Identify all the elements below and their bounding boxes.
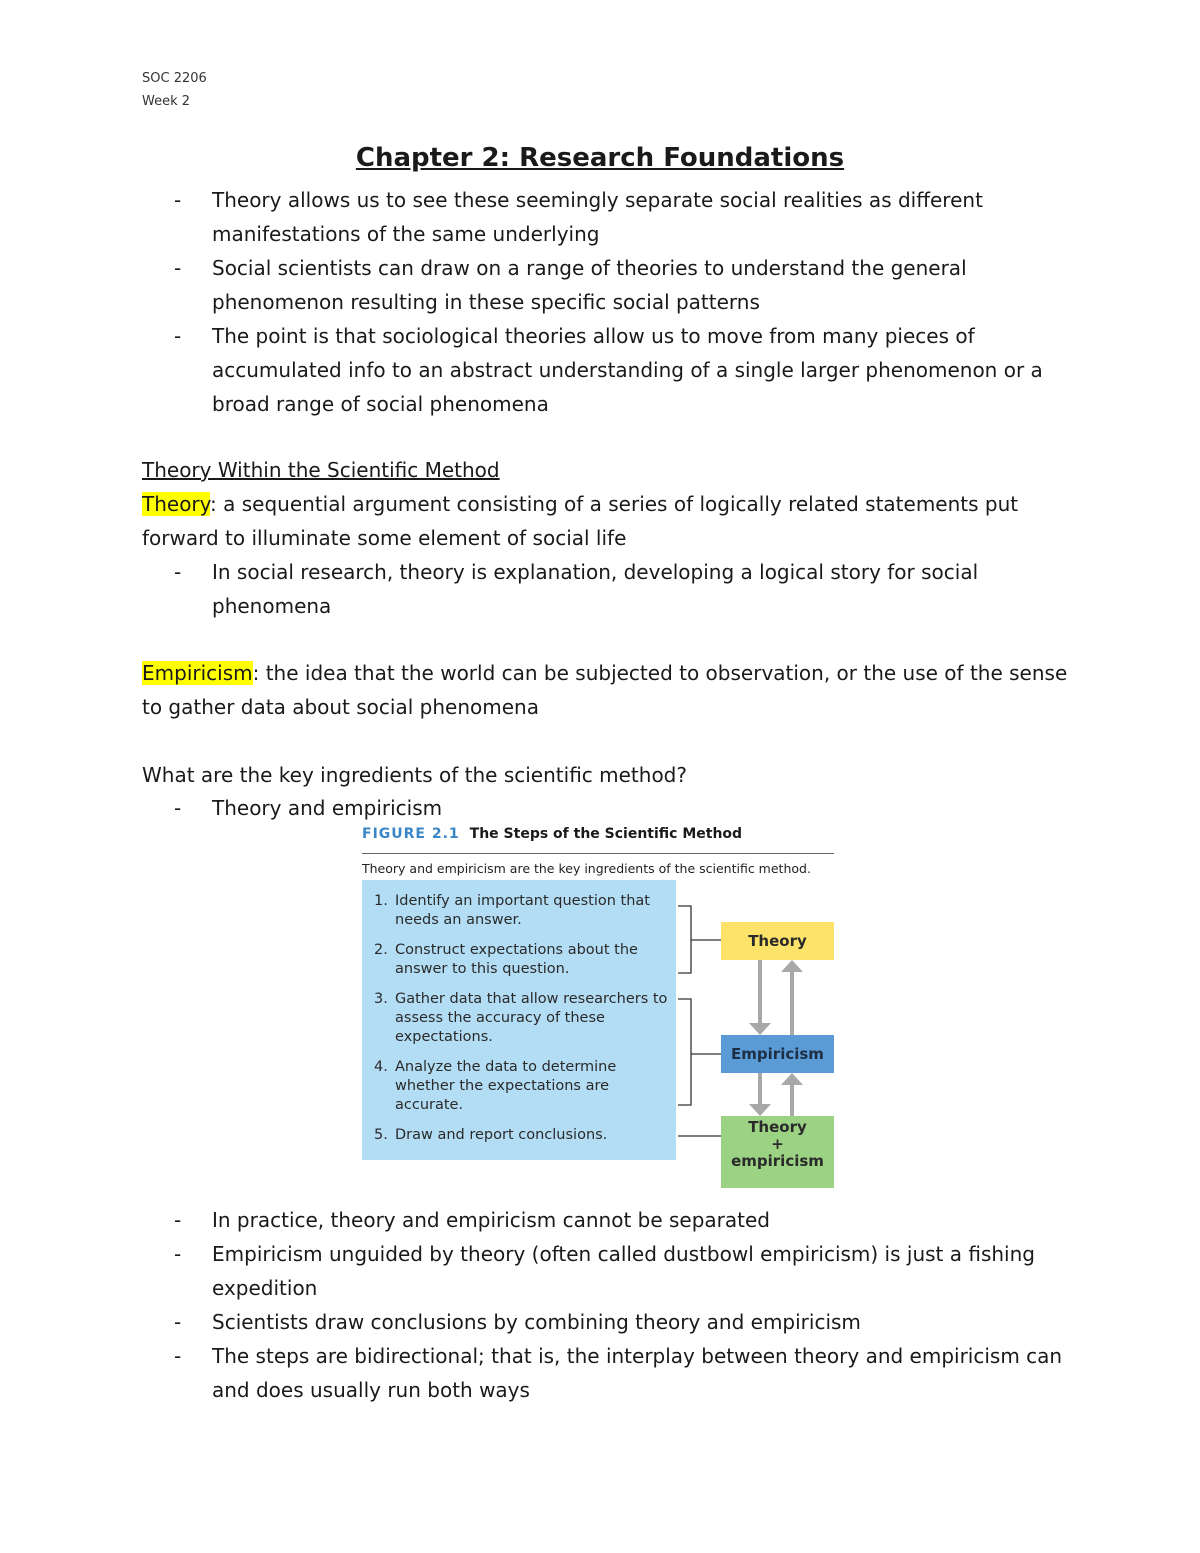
course-code: SOC 2206 — [142, 71, 207, 86]
step-text: Gather data that allow researchers to assess the accuracy of these expectations. — [395, 991, 668, 1045]
arrow-down-head — [749, 1023, 771, 1035]
bracket-theory — [678, 906, 691, 973]
bracket-empiricism — [678, 999, 691, 1105]
arrow-up-head — [781, 960, 803, 972]
step-text: Identify an important question that needs an answer. — [395, 893, 650, 928]
section-heading: Theory Within the Scientific Method — [142, 458, 500, 482]
step-number: 4. — [374, 1059, 388, 1075]
figure-caption: Theory and empiricism are the key ingredients of the scientific method. — [362, 861, 811, 876]
step-number: 3. — [374, 991, 388, 1007]
theory-definition — [142, 487, 1072, 555]
list-item: - The steps are bidirectional; that is, the interplay between theory and empiricism can and does usually run both ways — [172, 1339, 1072, 1407]
step-number: 2. — [374, 942, 388, 958]
figure-title: The Steps of the Scientific Method — [469, 826, 743, 842]
list-item: - Empiricism unguided by theory (often called dustbowl empiricism) is just a fishing expedition — [172, 1237, 1072, 1305]
step-number: 5. — [374, 1127, 388, 1143]
step-text: Analyze the data to determine whether the expectations are accurate. — [395, 1059, 617, 1113]
chapter-title: Chapter 2: Research Foundations — [355, 143, 845, 173]
empiricism-term: Empiricism — [142, 661, 253, 685]
combo-line: + — [771, 1135, 784, 1153]
list-item: - In practice, theory and empiricism cannot be separated — [172, 1203, 1072, 1237]
theory-term: Theory — [142, 492, 211, 516]
question-text: What are the key ingredients of the scientific method? — [142, 763, 687, 787]
figure-scientific-method — [362, 822, 838, 1192]
intro-bullet-list — [172, 183, 1072, 421]
theory-definition-text: : a sequential argument consisting of a series of logically related statements put forward to illuminate some element of social life — [142, 492, 1019, 550]
list-item: - In social research, theory is explanation, developing a logical story for social phenomena — [172, 555, 1072, 623]
step-text: Draw and report conclusions. — [395, 1127, 608, 1143]
theory-plus-empiricism-box — [721, 1116, 834, 1188]
list-item: - The point is that sociological theories allow us to move from many pieces of accumulated info to an abstract understanding of a single larger phenomenon or a broad range of social phenomena — [172, 319, 1072, 421]
list-item: - Social scientists can draw on a range of theories to understand the general phenomenon resulting in these specific social patterns — [172, 251, 1072, 319]
arrow-down-head — [749, 1104, 771, 1116]
week-label: Week 2 — [142, 94, 191, 109]
list-item: - Scientists draw conclusions by combining theory and empiricism — [172, 1305, 1072, 1339]
arrow-up-head — [781, 1073, 803, 1085]
combo-line: empiricism — [731, 1152, 824, 1170]
step-text: Construct expectations about the answer to this question. — [395, 942, 638, 977]
empiricism-definition-text: : the idea that the world can be subjected to observation, or the use of the sense to gather data about social phenomena — [142, 661, 1068, 719]
theory-box: Theory — [721, 922, 834, 960]
closing-bullet-list — [172, 1203, 1072, 1407]
figure-number: FIGURE 2.1 — [362, 826, 460, 842]
theory-bullet-list — [172, 555, 1072, 623]
combo-line: Theory — [748, 1118, 807, 1136]
list-item: - Theory and empiricism — [172, 791, 1072, 825]
list-item: - Theory allows us to see these seemingly separate social realities as different manifestations of the same underlying — [172, 183, 1072, 251]
empiricism-definition — [142, 656, 1072, 724]
question-bullet-list — [172, 791, 1072, 825]
empiricism-box: Empiricism — [721, 1035, 834, 1073]
step-number: 1. — [374, 893, 388, 909]
